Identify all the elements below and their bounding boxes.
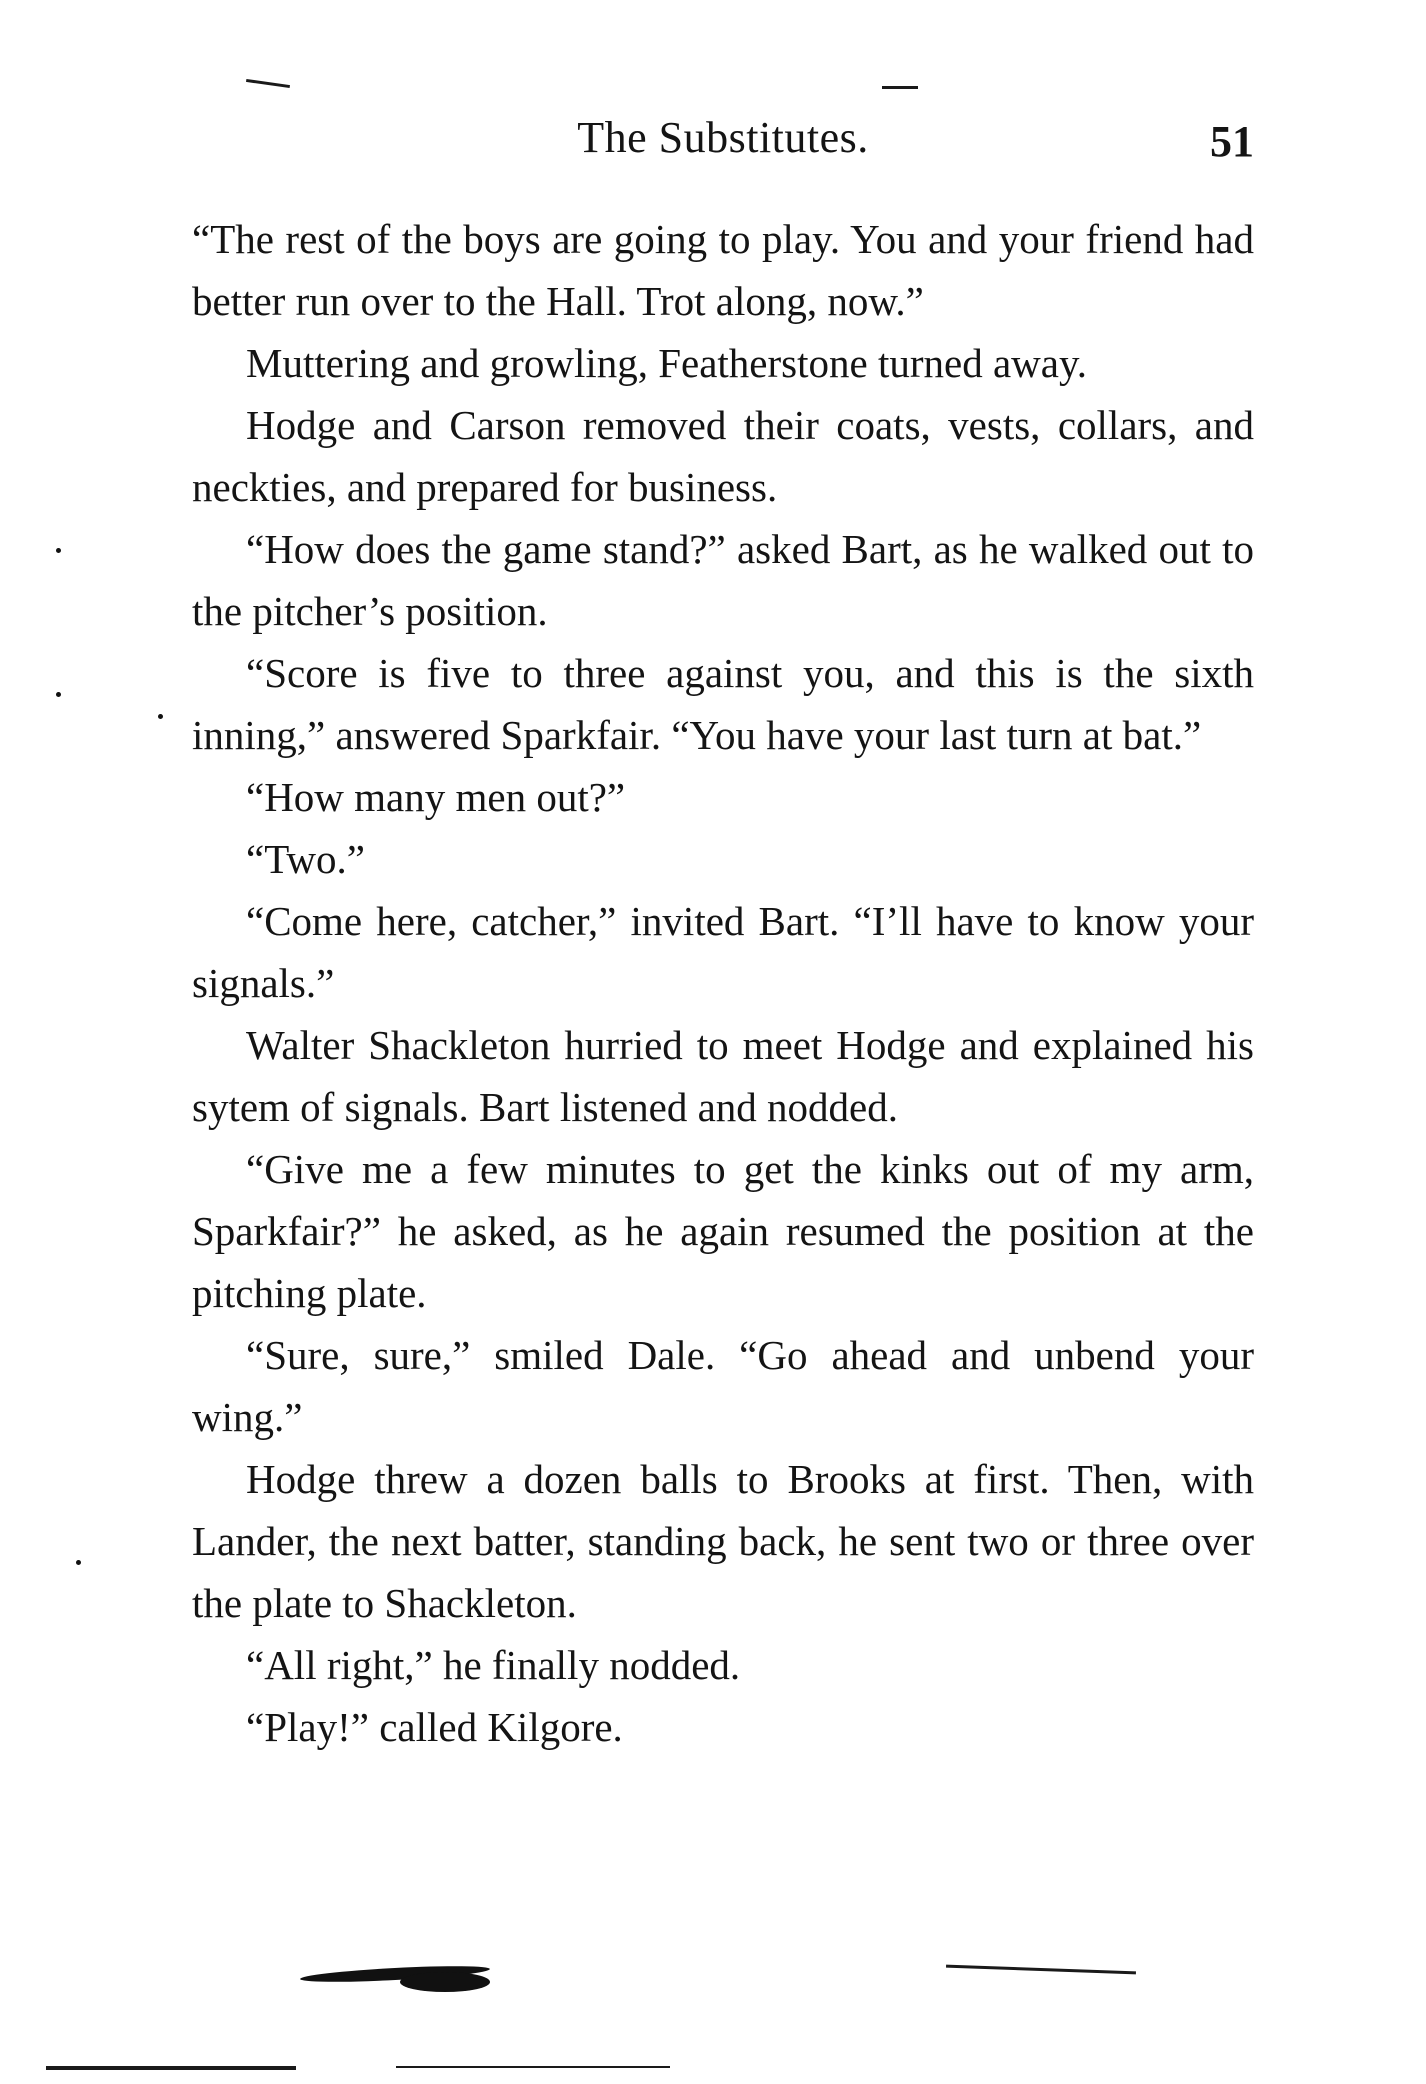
body-text (192, 208, 1254, 1758)
paragraph: Walter Shackleton hurried to meet Hodge and explained his sytem of signals. Bart listened and nodded. (192, 1022, 1254, 1130)
paragraph: Hodge and Carson removed their coats, vests, collars, and neckties, and prepared for business. (192, 402, 1254, 510)
page-header (192, 108, 1254, 168)
scan-rule-bottom-center (396, 2066, 670, 2068)
running-title: The Substitutes. (577, 113, 869, 162)
paragraph: “Score is five to three against you, and this is the sixth inning,” answered Sparkfair. “You have your last turn at bat.” (192, 650, 1254, 758)
margin-dot (158, 714, 163, 719)
paragraph: “Two.” (246, 836, 365, 882)
scan-mark-bottom-right (946, 1965, 1136, 1975)
paragraph: “The rest of the boys are going to play. You and your friend had better run over to the Hall. Trot along, now.” (192, 216, 1254, 324)
scan-mark-top-center (882, 86, 918, 89)
paragraph: Muttering and growling, Featherstone turned away. (246, 340, 1088, 386)
scan-mark-top-left (246, 79, 290, 88)
ink-smudge (400, 1972, 490, 1992)
paragraph: “All right,” he finally nodded. (246, 1642, 741, 1688)
paragraph: “Sure, sure,” smiled Dale. “Go ahead and unbend your wing.” (192, 1332, 1254, 1440)
paragraph: “How does the game stand?” asked Bart, as he walked out to the pitcher’s position. (192, 526, 1254, 634)
paragraph: Hodge threw a dozen balls to Brooks at first. Then, with Lander, the next batter, standing back, he sent two or three over the plate to Shackleton. (192, 1456, 1254, 1626)
paragraph: “Come here, catcher,” invited Bart. “I’ll have to know your signals.” (192, 898, 1254, 1006)
margin-dot (56, 692, 61, 697)
paragraph: “Play!” called Kilgore. (246, 1704, 623, 1750)
margin-dot (56, 548, 61, 553)
margin-dot (76, 1560, 81, 1565)
paragraph: “How many men out?” (246, 774, 626, 820)
page-number: 51 (1210, 117, 1254, 166)
paragraph: “Give me a few minutes to get the kinks out of my arm, Sparkfair?” he asked, as he again resumed the position at the pitching plate. (192, 1146, 1254, 1316)
scan-rule-bottom-left (46, 2066, 296, 2070)
